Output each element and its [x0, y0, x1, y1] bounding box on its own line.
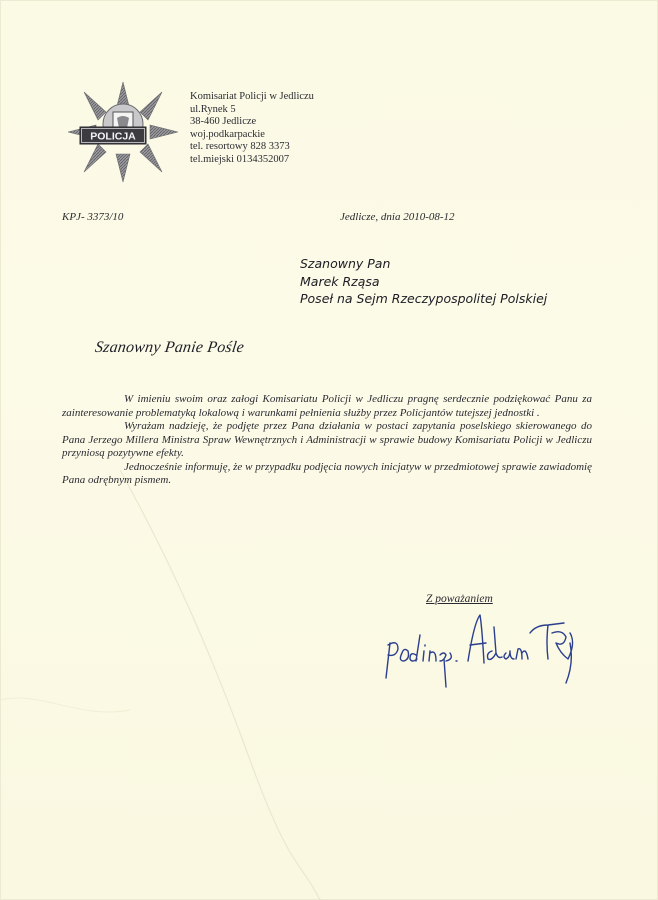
letter-date: Jedlicze, dnia 2010-08-12 — [340, 211, 455, 223]
body-paragraph: W imieniu swoim oraz załogi Komisariatu Policji w Jedliczu pragnę serdecznie podziękować Panu za zainteresowanie problematyką lokalową i warunkami pełnienia służby przez Policjantów tutejszej jednostki . — [62, 393, 592, 419]
body-paragraph: Wyrażam nadzieję, że podjęte przez Pana działania w postaci zapytania poselskiego skierowanego do Pana Jerzego Millera Ministra Spraw Wewnętrznych i Administracji w sprawie budowy Komisariatu Policji w Jedliczu przyniosą pozytywne efekty. — [62, 420, 592, 459]
sender-line: tel.miejski 0134352007 — [190, 153, 290, 165]
sender-address — [190, 91, 314, 166]
body-paragraph: Jednocześnie informuję, że w przypadku podjęcia nowych inicjatyw w przedmiotowej sprawie zawiadomię Pana odrębnym pismem. — [62, 460, 592, 486]
sender-line: Komisariat Policji w Jedliczu — [190, 91, 314, 102]
handwritten-signature — [380, 603, 580, 693]
signature-text: podinsp. Adam Piróg — [380, 603, 391, 604]
police-star-logo — [66, 80, 180, 184]
sender-line: tel. resortowy 828 3373 — [190, 141, 290, 152]
reference-number: KPJ- 3373/10 — [62, 211, 124, 223]
recipient-line: Szanowny Pan — [300, 256, 391, 271]
sender-line: woj.podkarpackie — [190, 128, 265, 140]
sender-line: ul.Rynek 5 — [190, 103, 236, 115]
letter-body — [62, 393, 592, 488]
sender-line: 38-460 Jedlicze — [190, 116, 257, 127]
recipient-block — [300, 255, 547, 308]
closing-phrase: Z poważaniem — [426, 593, 493, 605]
salutation: Szanowny Panie Pośle — [93, 339, 246, 356]
recipient-line: Poseł na Sejm Rzeczypospolitej Polskiej — [300, 291, 548, 306]
recipient-line: Marek Rząsa — [300, 273, 380, 289]
logo-wordmark: POLICJA — [90, 130, 136, 143]
